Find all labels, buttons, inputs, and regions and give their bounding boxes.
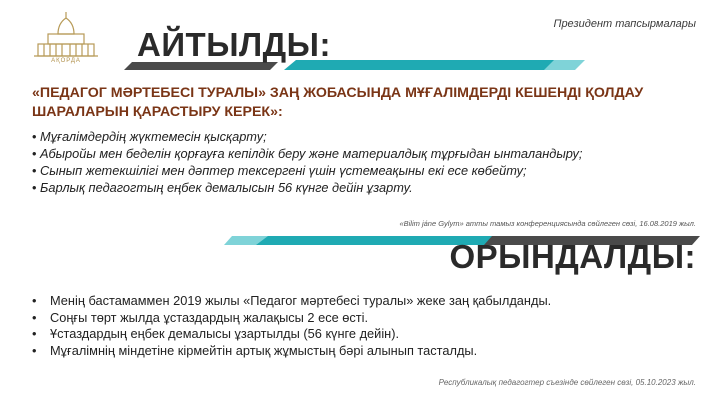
- decorative-stripes-top: [0, 42, 726, 72]
- main-headline: «ПЕДАГОГ МӘРТЕБЕСІ ТУРАЛЫ» ЗАҢ ЖОБАСЫНДА МҰҒАЛІМДЕРДІ КЕШЕНДІ ҚОЛДАУ ШАРАЛАРЫН ҚАРАСТЫРУ КЕРЕК»:: [32, 85, 644, 120]
- header-tag: Президент тапсырмалары: [553, 18, 696, 30]
- done-list: [32, 293, 697, 359]
- list-item: • Абыройы мен беделін қорғауға кепілдік беру және материалдық тұрғыдан ынталандыру;: [32, 145, 697, 162]
- source-caption-1: «Bilim jáne Gylym» атты тамыз конференциясында сөйлеген сөзі, 16.08.2019 жыл.: [399, 219, 696, 228]
- list-item: • Соңғы төрт жылда ұстаздардың жалақысы 2 есе өсті.: [32, 310, 697, 327]
- logo-caption: АҚОРДА: [51, 58, 81, 64]
- source-caption-2: Республикалық педагогтер съезінде сөйлеген сөзі, 05.10.2023 жыл.: [438, 378, 696, 387]
- list-item: • Менің бастамаммен 2019 жылы «Педагог мәртебесі туралы» жеке заң қабылданды.: [32, 293, 697, 310]
- list-item: • Барлық педагогтың еңбек демалысын 56 күнге дейін ұзарту.: [32, 179, 697, 196]
- list-item: • Сынып жетекшілігі мен дәптер тексергені үшін үстемеақыны екі есе көбейту;: [32, 162, 697, 179]
- section-title-said: АЙТЫЛДЫ:: [137, 26, 331, 63]
- promises-list: [32, 128, 697, 196]
- list-item: • Мұғалімнің міндетіне кірмейтін артық жұмыстың бәрі алынып тасталды.: [32, 343, 697, 360]
- list-item: • Ұстаздардың еңбек демалысы ұзартылды (56 күнге дейін).: [32, 326, 697, 343]
- list-item: • Мұғалімдердің жүктемесін қысқарту;: [32, 128, 697, 145]
- section-title-done: ОРЫНДАЛДЫ:: [449, 238, 696, 275]
